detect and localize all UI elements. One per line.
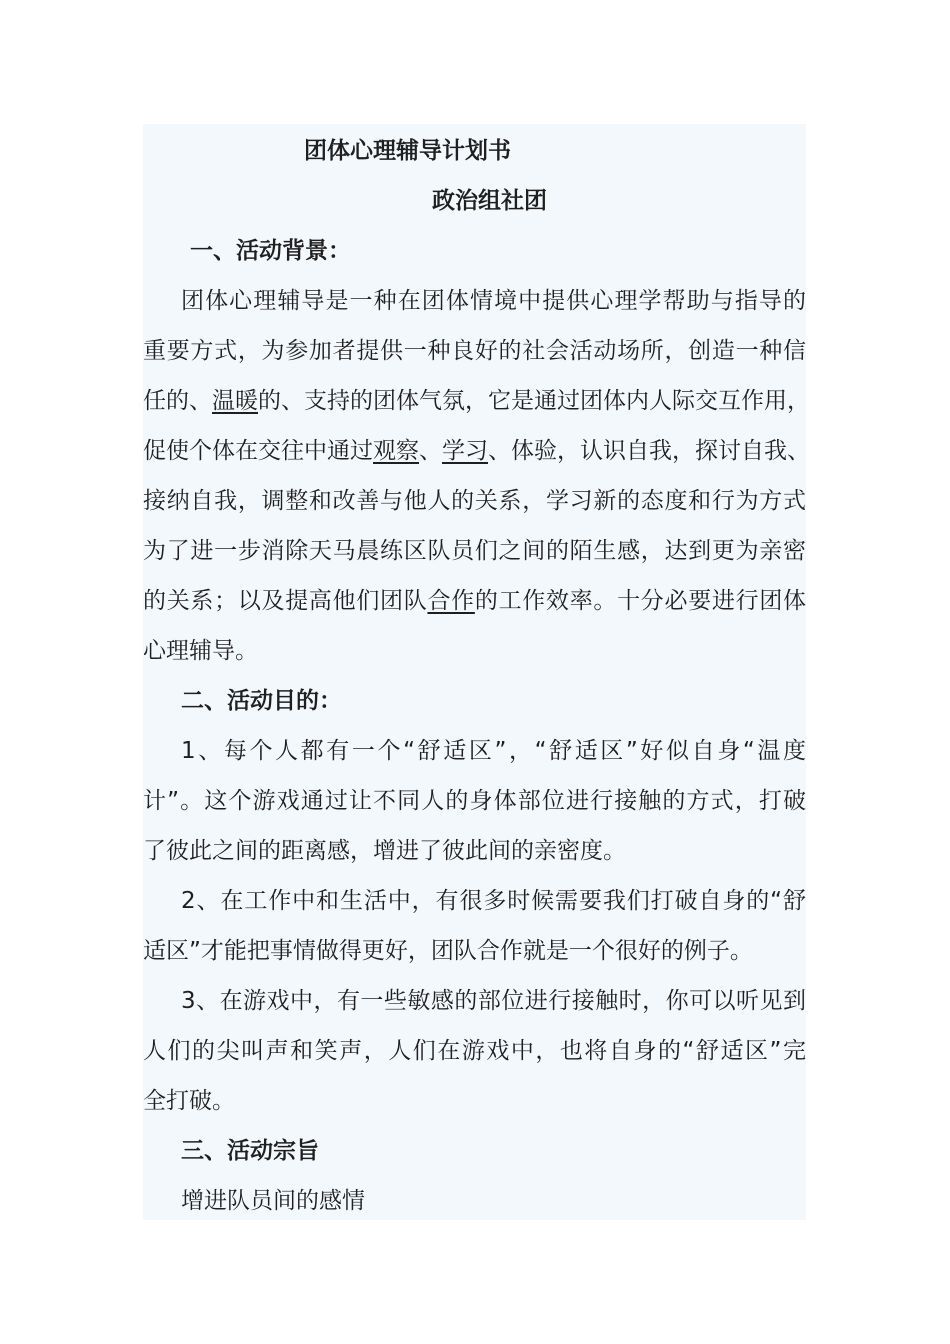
section1-line-4 xyxy=(143,426,810,476)
section3-line-1: 增进队员间的感情 xyxy=(181,1188,365,1214)
section2-line-7: 人们的尖叫声和笑声，人们在游戏中，也将自身的“舒适区”完 xyxy=(143,1038,806,1064)
text-segment: 促使个体在交往中通过 xyxy=(143,438,373,464)
underlined-term: 学习 xyxy=(442,438,488,464)
text-segment: 的关系；以及提高他们团队 xyxy=(143,588,428,614)
text-segment: 、体验，认识自我，探讨自我、 xyxy=(488,438,810,464)
section1-line-1: 团体心理辅导是一种在团体情境中提供心理学帮助与指导的 xyxy=(181,288,806,314)
section2-line-4: 2、在工作中和生活中，有很多时候需要我们打破自身的“舒 xyxy=(181,888,806,914)
section2-line-6: 3、在游戏中，有一些敏感的部位进行接触时，你可以听见到 xyxy=(181,988,806,1014)
section2-line-1: 1、每个人都有一个“舒适区”，“舒适区”好似自身“温度 xyxy=(181,738,806,764)
document-subtitle: 政治组社团 xyxy=(432,188,547,214)
underlined-term: 温暖 xyxy=(212,388,258,414)
document-page xyxy=(143,124,810,1220)
section1-line-2: 重要方式，为参加者提供一种良好的社会活动场所，创造一种信 xyxy=(143,338,806,364)
section2-line-8: 全打破。 xyxy=(143,1088,235,1114)
text-segment: 、 xyxy=(419,438,442,464)
underlined-term: 合作 xyxy=(427,588,475,614)
section2-line-5: 适区”才能把事情做得更好，团队合作就是一个很好的例子。 xyxy=(143,938,753,964)
section1-line-3 xyxy=(143,376,810,426)
section3-heading: 三、活动宗旨 xyxy=(181,1138,319,1164)
section1-line-8: 心理辅导。 xyxy=(143,638,258,664)
section2-heading: 二、活动目的： xyxy=(181,688,342,714)
section1-line-6: 为了进一步消除天马晨练区队员们之间的陌生感，达到更为亲密 xyxy=(143,538,806,564)
section1-heading: 一、活动背景： xyxy=(190,238,351,264)
section1-line-7 xyxy=(143,576,806,626)
text-segment: 的、支持的团体气氛，它是通过团体内人际交互作用， xyxy=(258,388,810,414)
text-segment: 的工作效率。十分必要进行团体 xyxy=(474,588,807,614)
section2-line-2: 计”。这个游戏通过让不同人的身体部位进行接触的方式，打破 xyxy=(143,788,806,814)
underlined-term: 观察 xyxy=(373,438,419,464)
document-title: 团体心理辅导计划书 xyxy=(304,138,511,164)
section2-line-3: 了彼此之间的距离感，增进了彼此间的亲密度。 xyxy=(143,838,626,864)
section1-line-5: 接纳自我，调整和改善与他人的关系，学习新的态度和行为方式 xyxy=(143,488,806,514)
text-segment: 任的、 xyxy=(143,388,212,414)
